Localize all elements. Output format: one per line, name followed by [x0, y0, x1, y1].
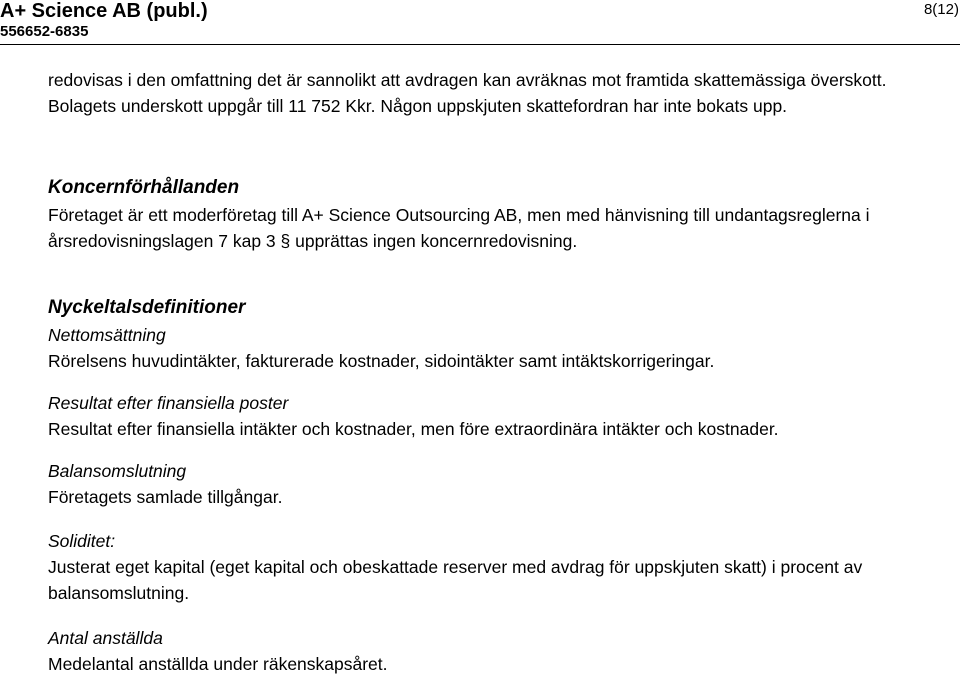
- header-divider: [0, 44, 960, 45]
- definition-term-nettomsattning: Nettomsättning: [48, 325, 166, 345]
- definition-text-soliditet: Justerat eget kapital (eget kapital och obeskattade reserver med avdrag för uppskjuten skatt) i procent av balansomslutning.: [48, 557, 863, 603]
- koncern-paragraph: Företaget är ett moderföretag till A+ Science Outsourcing AB, men med hänvisning till undantagsreglerna i årsredovisningslagen 7 kap 3 § upprättas ingen koncernredovisning.: [48, 205, 870, 251]
- definition-text-nettomsattning: Rörelsens huvudintäkter, fakturerade kostnader, sidointäkter samt intäktskorrigeringar.: [48, 351, 715, 371]
- definition-term-antal-anstallda: Antal anställda: [48, 628, 163, 648]
- org-number: 556652-6835: [0, 23, 89, 40]
- definition-text-balansomslutning: Företagets samlade tillgångar.: [48, 487, 283, 507]
- definition-term-resultat: Resultat efter finansiella poster: [48, 393, 289, 413]
- document-body: [48, 67, 953, 677]
- definition-term-soliditet: Soliditet:: [48, 531, 116, 551]
- nyckeltal-heading: Nyckeltalsdefinitioner: [48, 297, 246, 318]
- company-name: A+ Science AB (publ.): [0, 0, 208, 22]
- page-number: 8(12): [923, 1, 959, 18]
- definition-text-antal-anstallda: Medelantal anställda under räkenskapsåret.: [48, 654, 388, 674]
- definition-text-resultat: Resultat efter finansiella intäkter och kostnader, men före extraordinära intäkter och kostnader.: [48, 419, 779, 439]
- definition-term-balansomslutning: Balansomslutning: [48, 461, 187, 481]
- intro-paragraph: redovisas i den omfattning det är sannolikt att avdragen kan avräknas mot framtida skattemässiga överskott. Bolagets underskott uppgår till 11 752 Kkr. Någon uppskjuten skattefordran har inte bokats upp.: [48, 70, 887, 116]
- koncern-heading: Koncernförhållanden: [48, 177, 240, 198]
